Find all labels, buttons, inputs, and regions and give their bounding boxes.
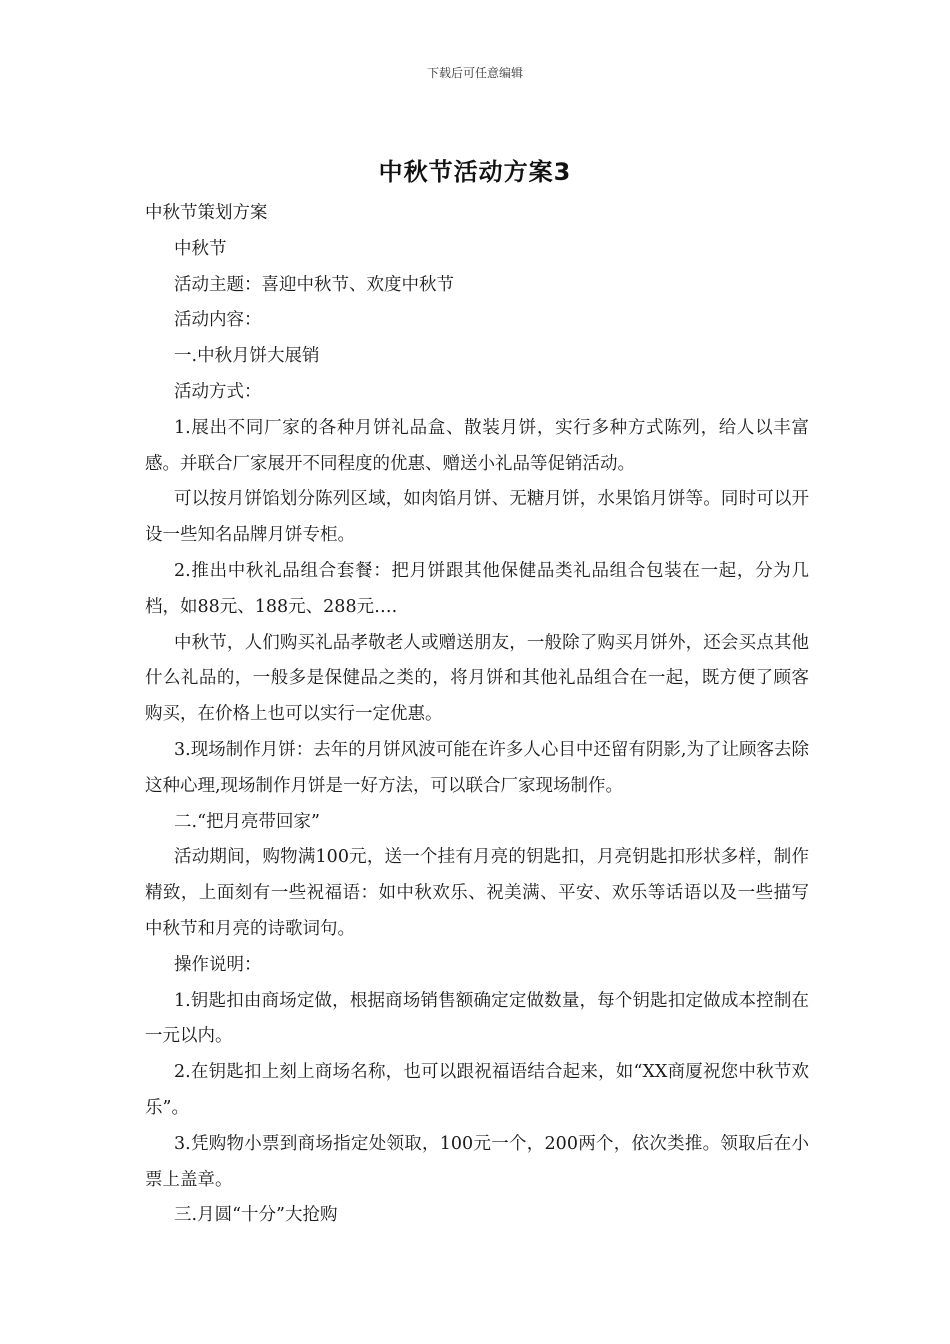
paragraph: 中秋节 xyxy=(174,238,227,259)
paragraph: 1.展出不同厂家的各种月饼礼品盒、散装月饼，实行多种方式陈列，给人以丰富感。并联合厂家展开不同程度的优惠、赠送小礼品等促销活动。 xyxy=(145,417,809,474)
paragraph: 活动方式： xyxy=(174,381,262,402)
header-note: 下载后可任意编辑 xyxy=(426,66,523,80)
paragraph: 活动期间，购物满100元，送一个挂有月亮的钥匙扣，月亮钥匙扣形状多样，制作精致，上面刻有一些祝福语：如中秋欢乐、祝美满、平安、欢乐等话语以及一些描写中秋节和月亮的诗歌词句。 xyxy=(145,847,809,939)
section-heading: 三.月圆“十分”大抢购 xyxy=(174,1205,338,1226)
section-heading: 二.“把月亮带回家” xyxy=(174,811,320,832)
paragraph: 中秋节，人们购买礼品孝敬老人或赠送朋友，一般除了购买月饼外，还会买点其他什么礼品的，一般多是保健品之类的，将月饼和其他礼品组合在一起，既方便了顾客购买，在价格上也可以实行一定优惠。 xyxy=(145,632,809,725)
paragraph: 活动内容： xyxy=(174,310,262,331)
document-body xyxy=(145,196,809,1234)
paragraph: 中秋节策划方案 xyxy=(145,203,268,223)
paragraph: 3.现场制作月饼：去年的月饼风波可能在许多人心目中还留有阴影,为了让顾客去除这种心理,现场制作月饼是一好方法，可以联合厂家现场制作。 xyxy=(145,739,809,796)
paragraph: 可以按月饼馅划分陈列区域，如肉馅月饼、无糖月饼，水果馅月饼等。同时可以开设一些知名品牌月饼专柜。 xyxy=(145,489,809,546)
paragraph: 2.推出中秋礼品组合套餐：把月饼跟其他保健品类礼品组合包装在一起，分为几档，如88元、188元、288元…. xyxy=(145,560,809,617)
section-heading: 一.中秋月饼大展销 xyxy=(174,346,320,367)
document-title: 中秋节活动方案3 xyxy=(378,158,572,186)
paragraph: 2.在钥匙扣上刻上商场名称，也可以跟祝福语结合起来，如“XX商厦祝您中秋节欢乐”。 xyxy=(145,1062,809,1118)
paragraph: 1.钥匙扣由商场定做，根据商场销售额确定定做数量，每个钥匙扣定做成本控制在一元以内。 xyxy=(145,990,809,1047)
paragraph: 操作说明： xyxy=(174,954,262,975)
paragraph: 活动主题：喜迎中秋节、欢度中秋节 xyxy=(174,274,454,295)
paragraph: 3.凭购物小票到商场指定处领取，100元一个，200两个，依次类推。领取后在小票上盖章。 xyxy=(145,1133,809,1190)
